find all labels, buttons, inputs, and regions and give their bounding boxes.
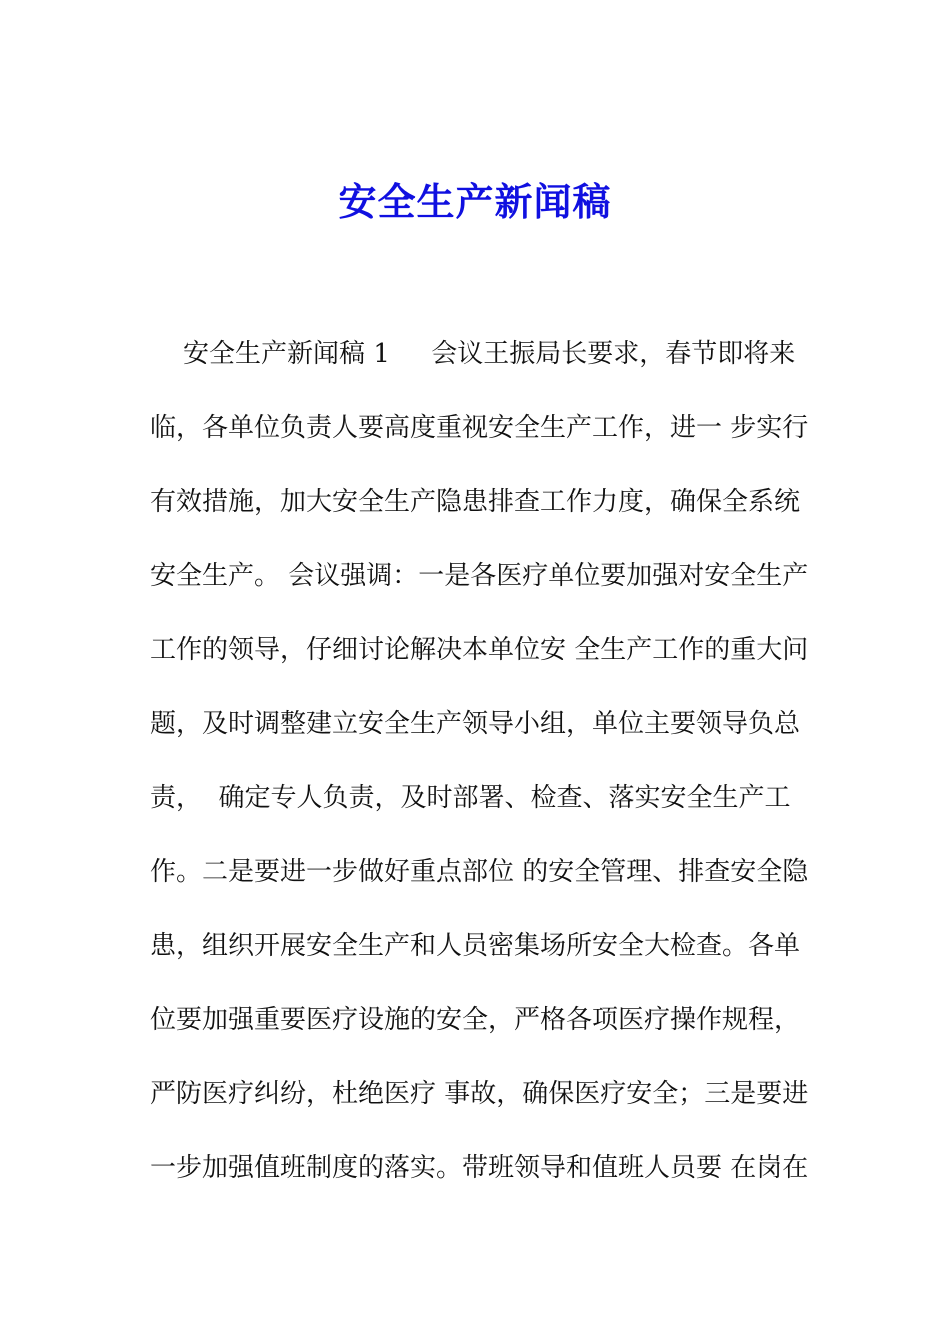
document-title: 安全生产新闻稿 bbox=[338, 180, 612, 224]
body-line: 工作的领导，仔细讨论解决本单位安 全生产工作的重大问 bbox=[150, 635, 809, 665]
body-line: 安全生产新闻稿 1 会议王振局长要求，春节即将来 bbox=[150, 339, 796, 369]
body-line: 题，及时调整建立安全生产领导小组，单位主要领导负总 bbox=[150, 709, 801, 739]
body-line: 一步加强值班制度的落实。带班领导和值班人员要 在岗在 bbox=[150, 1153, 809, 1183]
body-line: 有效措施，加大安全生产隐患排查工作力度，确保全系统 bbox=[150, 487, 801, 517]
body-line: 临，各单位负责人要高度重视安全生产工作，进一 步实行 bbox=[150, 413, 809, 443]
body-line: 作。二是要进一步做好重点部位 的安全管理、排查安全隐 bbox=[150, 857, 809, 887]
body-line: 患，组织开展安全生产和人员密集场所安全大检查。各单 bbox=[150, 931, 801, 961]
document-body bbox=[150, 324, 810, 1212]
body-line: 严防医疗纠纷，杜绝医疗 事故，确保医疗安全；三是要进 bbox=[150, 1079, 809, 1109]
body-line: 位要加强重要医疗设施的安全，严格各项医疗操作规程， bbox=[150, 1005, 801, 1035]
body-line: 安全生产。 会议强调：一是各医疗单位要加强对安全生产 bbox=[150, 561, 809, 591]
body-line: 责， 确定专人负责，及时部署、检查、落实安全生产工 bbox=[150, 783, 791, 813]
